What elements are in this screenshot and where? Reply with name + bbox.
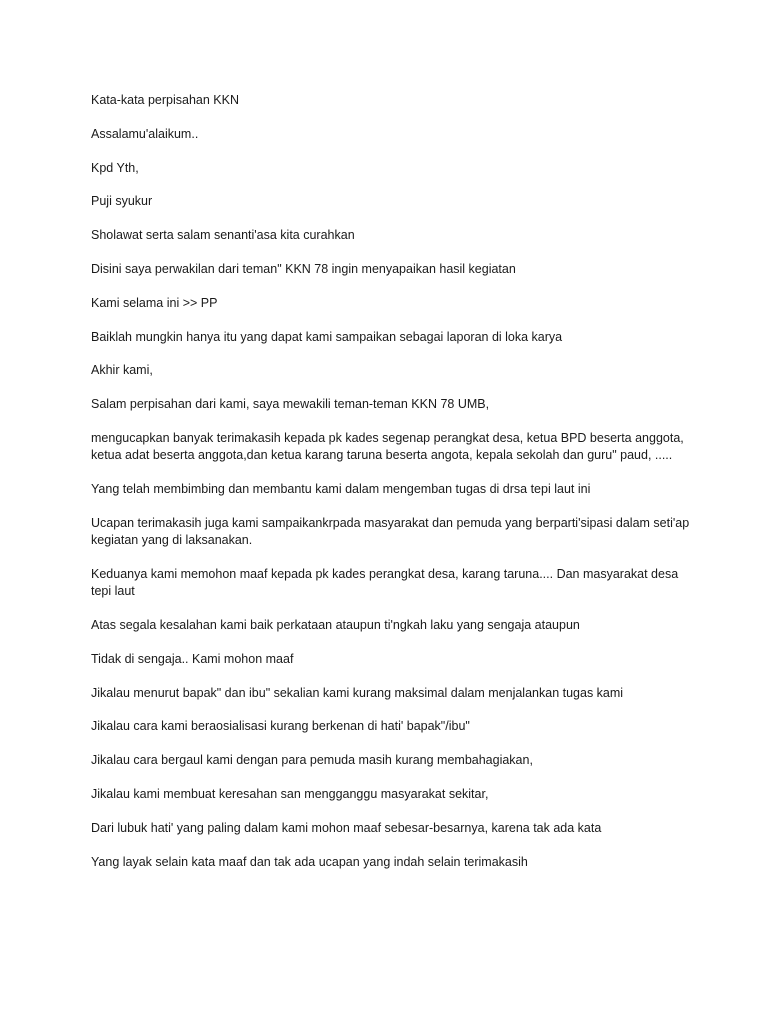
document-title: Kata-kata perpisahan KKN bbox=[91, 93, 240, 107]
paragraph: Kami selama ini >> PP bbox=[91, 295, 218, 310]
paragraph: Jikalau cara kami beraosialisasi kurang berkenan di hati' bapak"/ibu" bbox=[91, 719, 470, 734]
paragraph: Ucapan terimakasih juga kami sampaikankrpada masyarakat dan pemuda yang berparti'sipasi dalam seti'ap kegiatan yang di laksanakan. bbox=[91, 515, 690, 548]
paragraph: Atas segala kesalahan kami baik perkataan ataupun ti'ngkah laku yang sengaja ataupun bbox=[91, 618, 580, 633]
paragraph: Akhir kami, bbox=[91, 363, 153, 378]
paragraph: Jikalau menurut bapak" dan ibu" sekalian kami kurang maksimal dalam menjalankan tugas kami bbox=[91, 685, 624, 700]
paragraph: Baiklah mungkin hanya itu yang dapat kami sampaikan sebagai laporan di loka karya bbox=[91, 329, 563, 344]
paragraph-salutation: Kpd Yth, bbox=[91, 160, 139, 175]
paragraph: Yang telah membimbing dan membantu kami dalam mengemban tugas di drsa tepi laut ini bbox=[91, 482, 591, 497]
paragraph: Salam perpisahan dari kami, saya mewakili teman-teman KKN 78 UMB, bbox=[91, 397, 490, 412]
paragraph: Keduanya kami memohon maaf kepada pk kades perangkat desa, karang taruna.... Dan masyarakat desa tepi laut bbox=[91, 566, 679, 599]
paragraph: mengucapkan banyak terimakasih kepada pk kades segenap perangkat desa, ketua BPD beserta anggota, ketua adat beserta anggota,dan ketua karang taruna beserta angota, kepala sekolah dan guru" paud, ..... bbox=[91, 430, 684, 463]
paragraph: Puji syukur bbox=[91, 194, 153, 209]
paragraph: Jikalau kami membuat keresahan san mengganggu masyarakat sekitar, bbox=[91, 787, 489, 802]
paragraph: Jikalau cara bergaul kami dengan para pemuda masih kurang membahagiakan, bbox=[91, 753, 533, 768]
paragraph: Tidak di sengaja.. Kami mohon maaf bbox=[91, 651, 294, 666]
document-body bbox=[91, 92, 691, 887]
paragraph: Disini saya perwakilan dari teman" KKN 78 ingin menyapaikan hasil kegiatan bbox=[91, 261, 516, 276]
paragraph: Sholawat serta salam senanti'asa kita curahkan bbox=[91, 228, 355, 243]
paragraph-greeting: Assalamu'alaikum.. bbox=[91, 126, 199, 141]
paragraph: Dari lubuk hati' yang paling dalam kami mohon maaf sebesar-besarnya, karena tak ada kata bbox=[91, 820, 602, 835]
paragraph: Yang layak selain kata maaf dan tak ada ucapan yang indah selain terimakasih bbox=[91, 854, 528, 869]
